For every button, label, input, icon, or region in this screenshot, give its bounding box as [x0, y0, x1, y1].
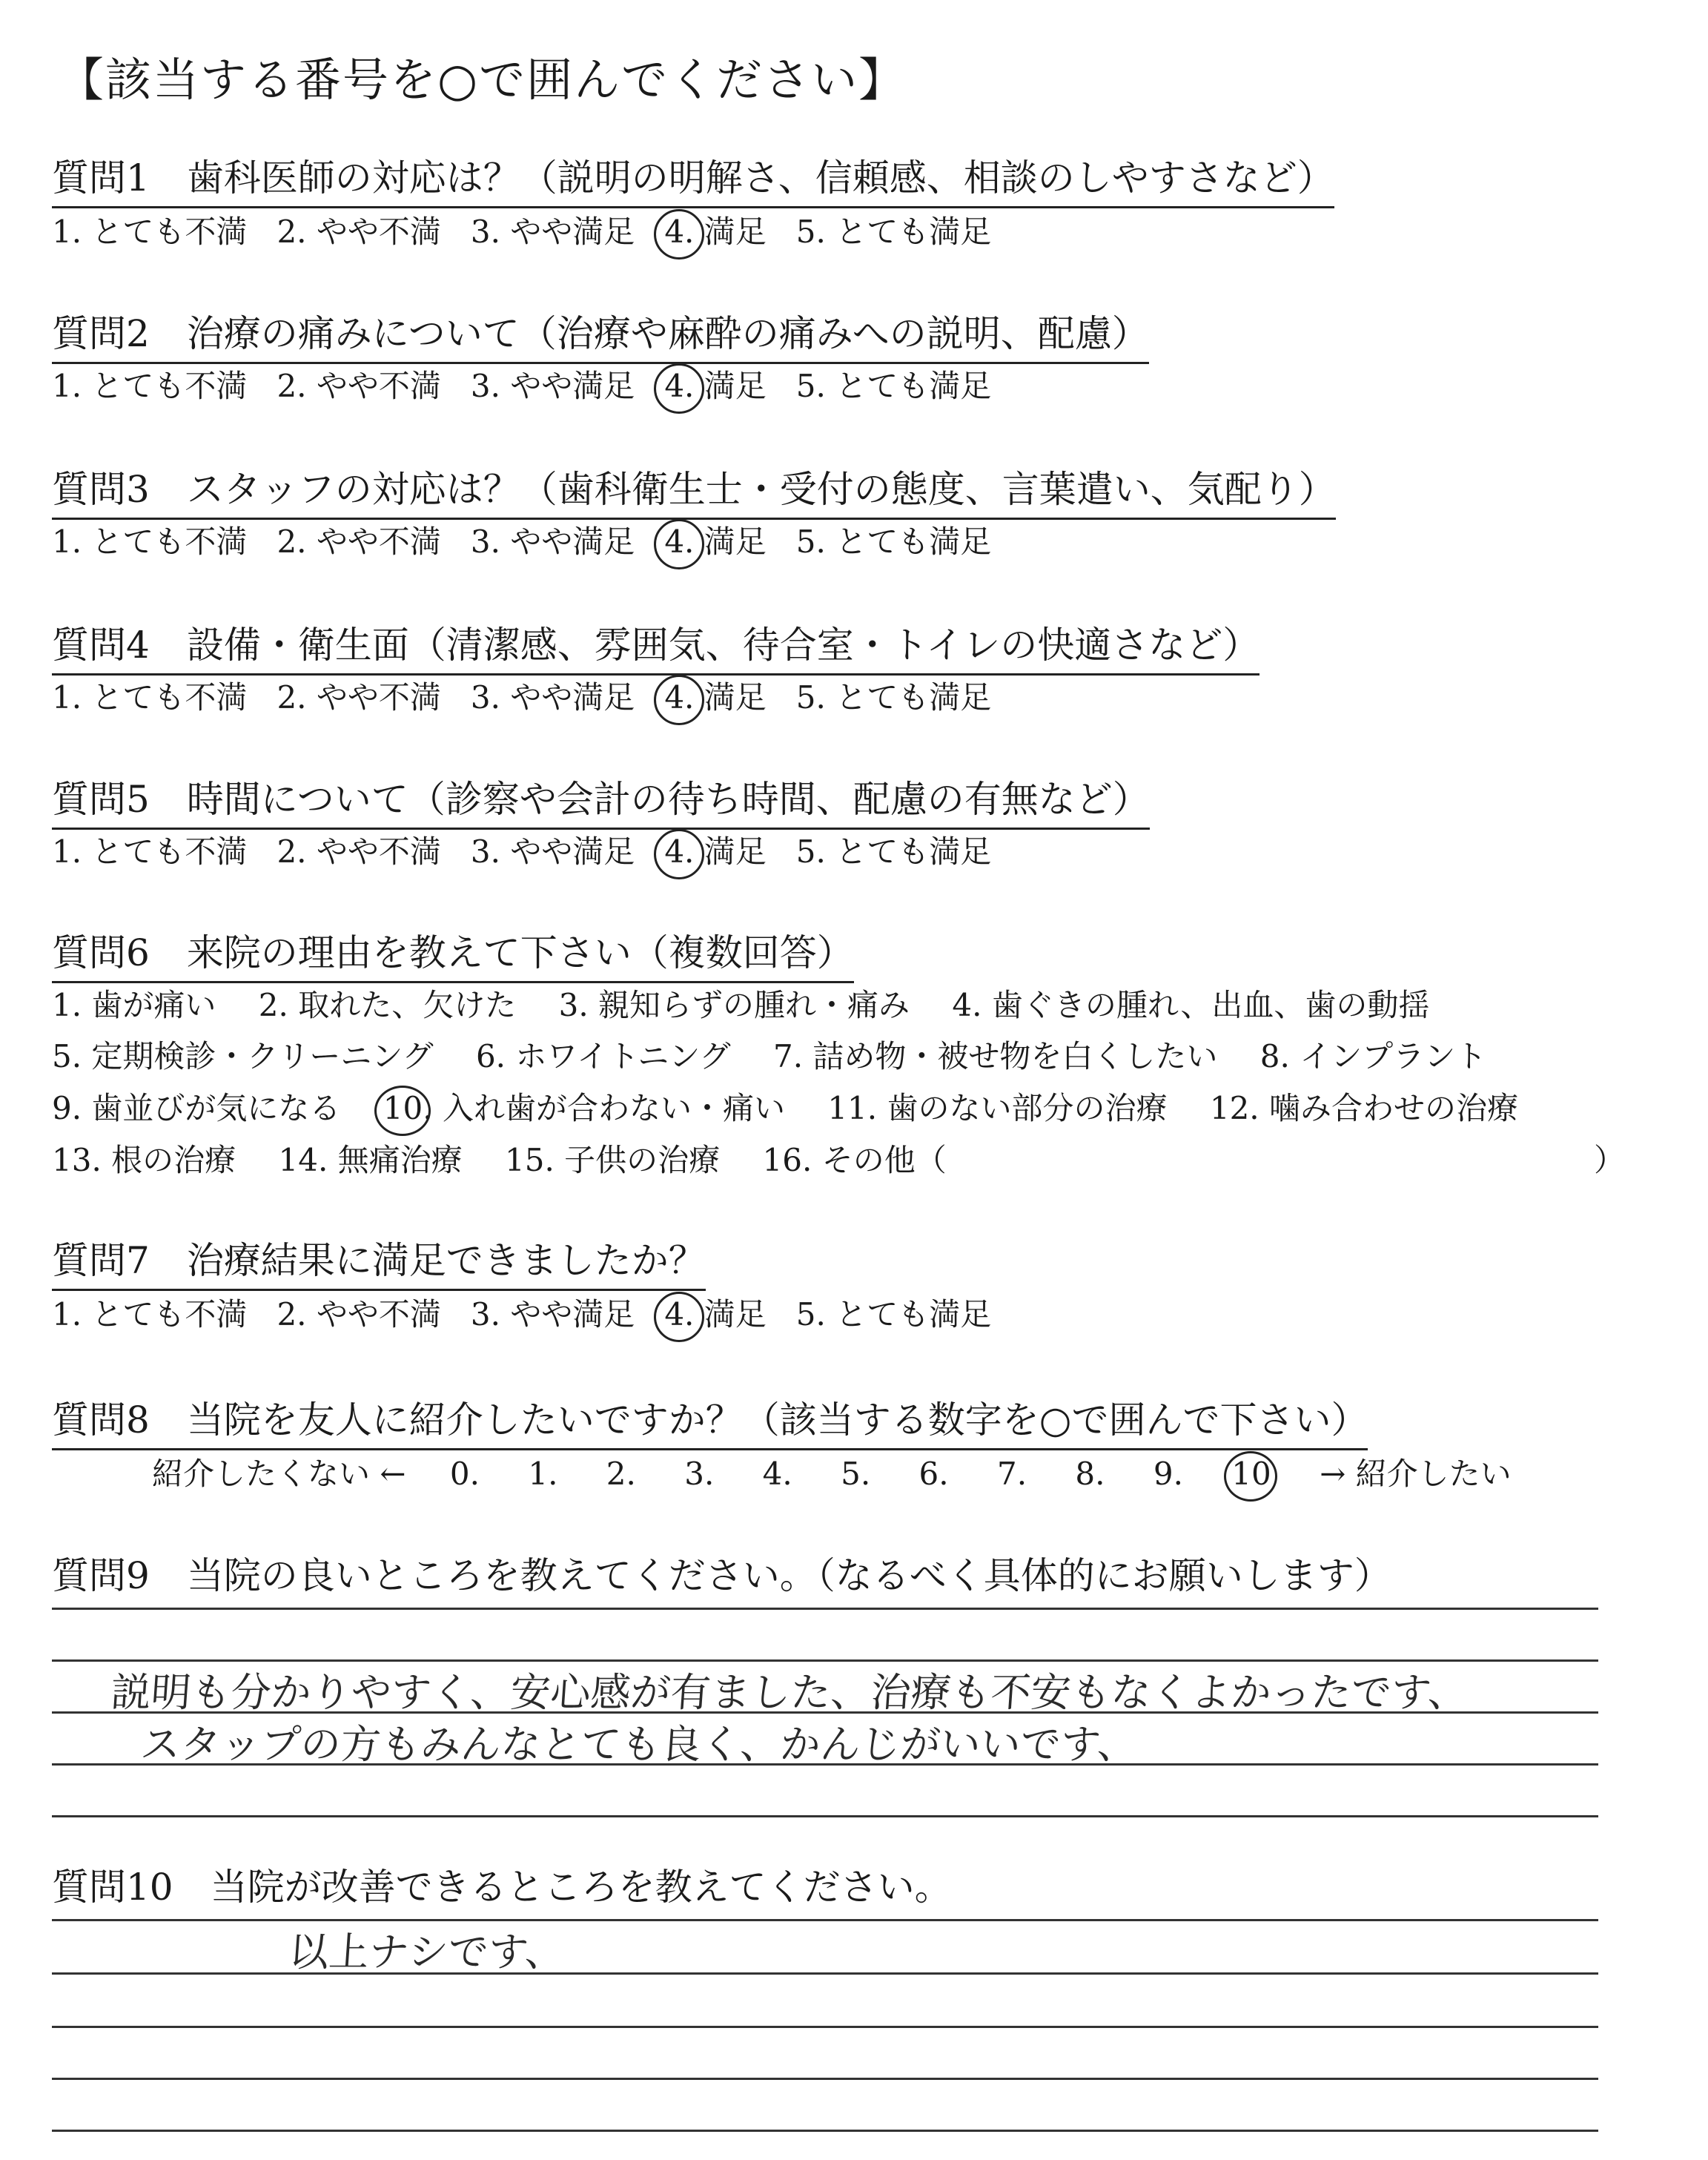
q1-option-3[interactable]: 3. やや満足	[470, 214, 635, 250]
scale-4[interactable]: 4.	[762, 1456, 792, 1492]
q7-option-3[interactable]: 3. やや満足	[470, 1296, 635, 1332]
question-10-title	[52, 1857, 952, 1911]
q5-option-4[interactable]: 4. 満足	[664, 828, 766, 872]
q2-option-1[interactable]: 1. とても不満	[52, 368, 248, 404]
reason-4[interactable]: 4. 歯ぐきの腫れ、出血、歯の動揺	[952, 987, 1430, 1023]
answer-line	[52, 2130, 1598, 2132]
scale-right-label: → 紹介したい	[1320, 1456, 1512, 1492]
question-2-text: 治療の痛みについて（治療や麻酔の痛みへの説明、配慮）	[186, 312, 1149, 355]
q10-handwritten-line-1: 以上ナシです、	[287, 1929, 567, 1975]
q9-handwritten-line-2: スタップの方もみんなとても良く、かんじがいいです、	[139, 1721, 1139, 1768]
q1-option-5[interactable]: 5. とても満足	[795, 214, 992, 250]
reasons-line-4	[52, 1136, 979, 1180]
q3-option-4[interactable]: 4. 満足	[664, 518, 766, 562]
reason-10[interactable]: 10. 入れ歯が合わない・痛い	[383, 1084, 785, 1129]
form-header: 【該当する番号を○で囲んでください】	[58, 53, 907, 107]
q5-option-1[interactable]: 1. とても不満	[52, 833, 248, 870]
q7-option-1[interactable]: 1. とても不満	[52, 1296, 248, 1332]
question-10-number: 質問10	[52, 1866, 173, 1909]
question-3-text: スタッフの対応は？（歯科衛生士・受付の態度、言葉遣い、気配り）	[186, 468, 1336, 511]
selection-circle	[374, 1086, 431, 1136]
reason-6[interactable]: 6. ホワイトニング	[475, 1038, 731, 1074]
scale-9[interactable]: 9.	[1153, 1456, 1183, 1492]
question-6-title	[52, 923, 854, 983]
question-1-title	[52, 148, 1334, 208]
answer-line	[52, 1919, 1598, 1921]
q4-option-4[interactable]: 4. 満足	[664, 673, 766, 718]
question-3-title	[52, 460, 1336, 520]
selection-circle	[654, 829, 704, 879]
answer-line	[52, 1972, 1598, 1975]
reason-3[interactable]: 3. 親知らずの腫れ・痛み	[558, 987, 910, 1023]
q9-handwritten-line-1: 説明も分かりやすく、安心感が有ました、治療も不安もなくよかったです、	[109, 1669, 1470, 1716]
question-9-text: 当院の良いところを教えてください。（なるべく具体的にお願いします）	[186, 1554, 1391, 1597]
question-5-options	[52, 828, 1021, 872]
q1-option-2[interactable]: 2. やや不満	[277, 214, 441, 250]
scale-3[interactable]: 3.	[684, 1456, 715, 1492]
scale-5[interactable]: 5.	[841, 1456, 871, 1492]
reason-5[interactable]: 5. 定期検診・クリーニング	[52, 1038, 434, 1074]
question-7-number: 質問7	[52, 1239, 150, 1282]
question-2-options	[52, 362, 1021, 406]
reason-12[interactable]: 12. 噛み合わせの治療	[1209, 1090, 1518, 1126]
question-8-number: 質問8	[52, 1398, 150, 1441]
reason-7[interactable]: 7. 詰め物・被せ物を白くしたい	[772, 1038, 1218, 1074]
question-6-number: 質問6	[52, 931, 150, 974]
scale-7[interactable]: 7.	[996, 1456, 1027, 1492]
q3-option-5[interactable]: 5. とても満足	[795, 524, 992, 560]
reasons-line-2	[52, 1032, 1519, 1077]
q2-option-5[interactable]: 5. とても満足	[795, 368, 992, 404]
scale-1[interactable]: 1.	[528, 1456, 558, 1492]
q7-option-5[interactable]: 5. とても満足	[795, 1296, 992, 1332]
reason-15[interactable]: 15. 子供の治療	[505, 1142, 721, 1178]
question-8-text: 当院を友人に紹介したいですか？（該当する数字を○で囲んで下さい）	[186, 1398, 1368, 1441]
q5-option-2[interactable]: 2. やや不満	[277, 833, 441, 870]
q3-option-3[interactable]: 3. やや満足	[470, 524, 635, 560]
question-10-text: 当院が改善できるところを教えてください。	[210, 1866, 952, 1909]
selection-circle	[654, 363, 704, 414]
question-5-number: 質問5	[52, 778, 150, 821]
q7-option-4[interactable]: 4. 満足	[664, 1290, 766, 1335]
question-7-title	[52, 1231, 706, 1291]
reasons-line-3	[52, 1084, 1551, 1129]
q5-option-5[interactable]: 5. とても満足	[795, 833, 992, 870]
q1-option-1[interactable]: 1. とても不満	[52, 214, 248, 250]
answer-line	[52, 2026, 1598, 2028]
selection-circle	[1224, 1451, 1277, 1502]
scale-8[interactable]: 8.	[1075, 1456, 1105, 1492]
reason-13[interactable]: 13. 根の治療	[52, 1142, 236, 1178]
q3-option-1[interactable]: 1. とても不満	[52, 524, 248, 560]
question-2-title	[52, 304, 1149, 364]
scale-0[interactable]: 0.	[449, 1456, 480, 1492]
question-9-title	[52, 1546, 1391, 1599]
question-1-text: 歯科医師の対応は？（説明の明解さ、信頼感、相談のしやすさなど）	[186, 156, 1334, 199]
question-4-text: 設備・衛生面（清潔感、雰囲気、待合室・トイレの快適さなど）	[186, 624, 1260, 667]
q4-option-1[interactable]: 1. とても不満	[52, 679, 248, 716]
question-9-number: 質問9	[52, 1554, 150, 1597]
scale-10[interactable]: 10	[1231, 1456, 1271, 1492]
answer-line	[52, 1608, 1598, 1610]
selection-circle	[654, 519, 704, 569]
scale-left-label: 紹介したくない ←	[152, 1456, 406, 1492]
reason-8[interactable]: 8. インプラント	[1260, 1038, 1487, 1074]
reason-9[interactable]: 9. 歯並びが気になる	[52, 1090, 341, 1126]
selection-circle	[654, 1292, 704, 1342]
question-7-text: 治療結果に満足できましたか？	[186, 1239, 706, 1282]
question-1-number: 質問1	[52, 156, 150, 199]
question-3-number: 質問3	[52, 468, 150, 511]
q4-option-3[interactable]: 3. やや満足	[470, 679, 635, 716]
question-4-number: 質問4	[52, 624, 150, 667]
reason-16[interactable]: 16. その他（	[762, 1142, 947, 1178]
other-close-paren: ）	[1594, 1142, 1626, 1178]
question-4-options	[52, 673, 1021, 718]
q2-option-3[interactable]: 3. やや満足	[470, 368, 635, 404]
q1-option-4[interactable]: 4. 満足	[664, 208, 766, 252]
q7-option-2[interactable]: 2. やや不満	[277, 1296, 441, 1332]
q5-option-3[interactable]: 3. やや満足	[470, 833, 635, 870]
reason-1[interactable]: 1. 歯が痛い	[52, 987, 216, 1023]
question-1-options	[52, 208, 1021, 252]
q4-option-5[interactable]: 5. とても満足	[795, 679, 992, 716]
scale-6[interactable]: 6.	[918, 1456, 949, 1492]
question-6-text: 来院の理由を教えて下さい（複数回答）	[186, 931, 854, 974]
scale-2[interactable]: 2.	[606, 1456, 636, 1492]
reasons-line-1	[52, 981, 1462, 1025]
answer-line	[52, 2078, 1598, 2080]
reason-14[interactable]: 14. 無痛治療	[278, 1142, 463, 1178]
question-8-title	[52, 1390, 1368, 1450]
question-5-title	[52, 770, 1150, 830]
recommend-scale	[152, 1450, 1512, 1494]
question-3-options	[52, 518, 1021, 562]
q2-option-2[interactable]: 2. やや不満	[277, 368, 441, 404]
selection-circle	[654, 209, 704, 260]
question-5-text: 時間について（診察や会計の待ち時間、配慮の有無など）	[186, 778, 1150, 821]
answer-line	[52, 1815, 1598, 1817]
q4-option-2[interactable]: 2. やや不満	[277, 679, 441, 716]
reason-2[interactable]: 2. 取れた、欠けた	[258, 987, 517, 1023]
question-2-number: 質問2	[52, 312, 150, 355]
q3-option-2[interactable]: 2. やや不満	[277, 524, 441, 560]
selection-circle	[654, 675, 704, 725]
question-4-title	[52, 615, 1260, 676]
reason-11[interactable]: 11. 歯のない部分の治療	[827, 1090, 1168, 1126]
question-7-options	[52, 1290, 1021, 1335]
q2-option-4[interactable]: 4. 満足	[664, 362, 766, 406]
